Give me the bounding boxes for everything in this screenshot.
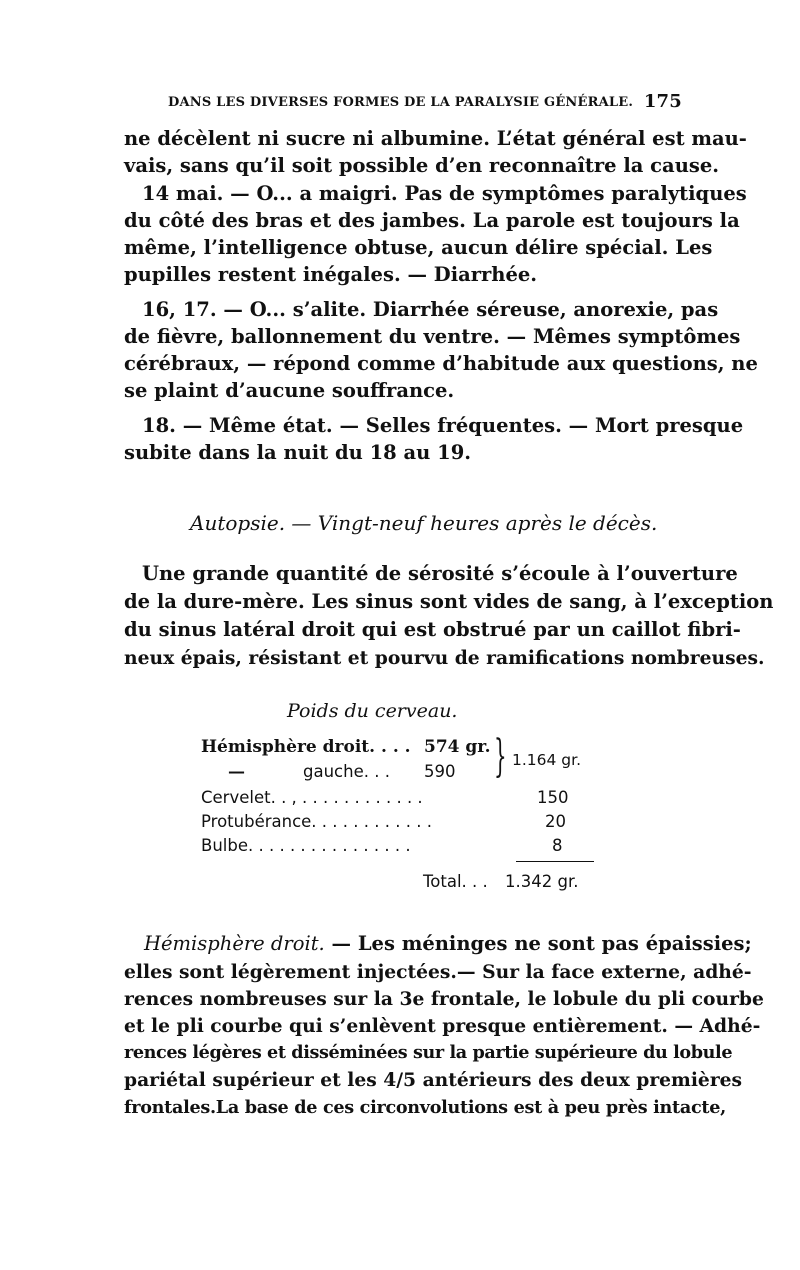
text-line: se plaint d’aucune souffrance. — [124, 379, 455, 402]
hemispheres-sum: 1.164 gr. — [512, 751, 582, 769]
text-line: ne décèlent ni sucre ni albumine. L’état général est mau- — [124, 127, 747, 150]
table-row-label: Cervelet. . , . . . . . . . . . . . . — [201, 788, 423, 807]
text-line: 16, 17. — O... s’alite. Diarrhée séreuse, anorexie, pas — [142, 298, 719, 321]
text-line: et le pli courbe qui s’enlèvent presque entièrement. — Adhé- — [124, 1015, 761, 1037]
text-line: du côté des bras et des jambes. La parole est toujours la — [124, 209, 740, 232]
total-label: Total. . . — [423, 872, 488, 891]
text-line: 18. — Même état. — Selles fréquentes. — Mort presque — [142, 414, 744, 437]
section-first-line — [144, 931, 752, 957]
page-number: 175 — [643, 91, 682, 112]
table-row-label: Protubérance. . . . . . . . . . . . — [201, 812, 432, 831]
text-line: cérébraux, — répond comme d’habitude aux questions, ne — [124, 352, 758, 375]
text-line: rences légères et disséminées sur la partie supérieure du lobule — [124, 1042, 733, 1063]
text-line: neux épais, résistant et pourvu de ramifications nombreuses. — [124, 647, 765, 669]
table-row-value: 574 gr. — [424, 737, 491, 757]
text-line: de fièvre, ballonnement du ventre. — Mêmes symptômes — [124, 325, 741, 348]
text-line: rences nombreuses sur la 3e frontale, le lobule du pli courbe — [124, 988, 764, 1010]
section-first-line-text: — Les méninges ne sont pas épaissies; — [324, 932, 752, 955]
text-line: de la dure-mère. Les sinus sont vides de sang, à l’exception — [124, 590, 774, 613]
text-line: vais, sans qu’il soit possible d’en reconnaître la cause. — [124, 154, 720, 177]
table-row-value: 20 — [545, 812, 566, 831]
table-row-label: gauche. . . — [303, 762, 390, 781]
text-line: 14 mai. — O... a maigri. Pas de symptômes paralytiques — [142, 182, 747, 205]
section-title: Hémisphère droit. — [144, 932, 325, 955]
table-row-value: 150 — [537, 788, 569, 807]
autopsy-heading: Autopsie. — Vingt-neuf heures après le décès. — [190, 511, 658, 535]
brace-glyph: } — [494, 731, 507, 782]
table-row-dash: — — [228, 762, 245, 782]
text-line: pupilles restent inégales. — Diarrhée. — [124, 263, 538, 286]
text-line: même, l’intelligence obtuse, aucun délire spécial. Les — [124, 236, 713, 259]
text-line: subite dans la nuit du 18 au 19. — [124, 441, 472, 464]
text-line: frontales.La base de ces circonvolutions est à peu près intacte, — [124, 1097, 726, 1118]
sum-rule — [516, 861, 594, 862]
text-line: du sinus latéral droit qui est obstrué par un caillot fibri- — [124, 618, 741, 641]
text-line: Une grande quantité de sérosité s’écoule à l’ouverture — [142, 562, 738, 585]
table-caption: Poids du cerveau. — [287, 700, 458, 722]
running-title: DANS LES DIVERSES FORMES DE LA PARALYSIE GÉNÉRALE. — [168, 95, 634, 110]
table-row-label: Hémisphère droit. . . . — [201, 737, 411, 757]
running-header — [168, 93, 688, 113]
text-line: elles sont légèrement injectées.— Sur la face externe, adhé- — [124, 961, 752, 983]
table-row-value: 8 — [552, 836, 563, 855]
total-value: 1.342 gr. — [505, 872, 579, 891]
text-line: pariétal supérieur et les 4/5 antérieurs des deux premières — [124, 1069, 743, 1091]
table-row-label: Bulbe. . . . . . . . . . . . . . . . — [201, 836, 411, 855]
table-row-value: 590 — [424, 762, 456, 781]
